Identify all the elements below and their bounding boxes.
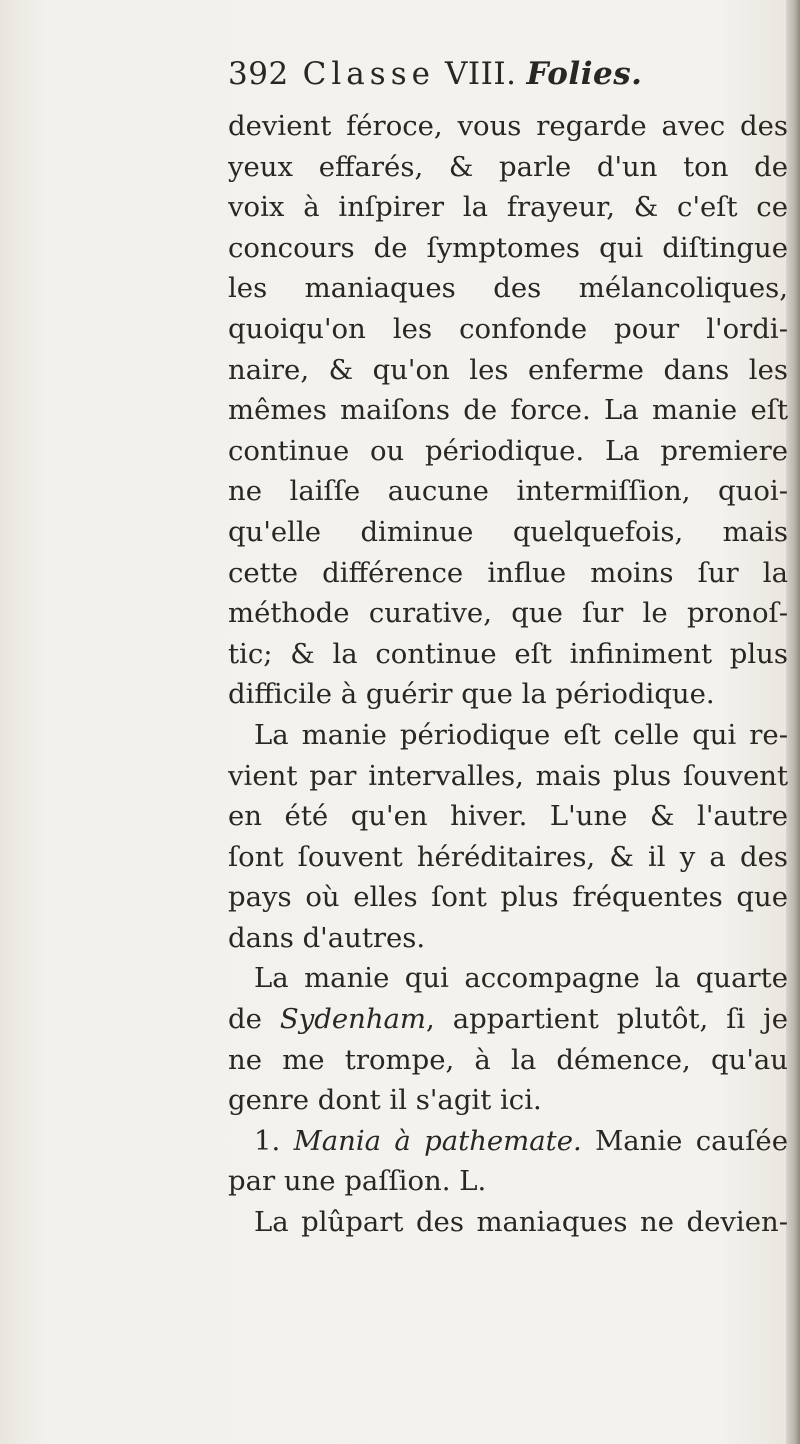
line-text: par une paſſion. L.	[228, 1165, 487, 1198]
text-line	[228, 877, 788, 918]
text-line	[228, 512, 788, 553]
text-line	[228, 268, 788, 309]
text-line	[228, 796, 788, 837]
text-line	[228, 837, 788, 878]
line-text: vient par intervalles, mais plus ſouvent	[228, 759, 788, 792]
line-text: genre dont il s'agit ici.	[228, 1084, 542, 1117]
line-text: devient féroce, vous regarde avec des	[228, 110, 788, 142]
text-line	[228, 187, 788, 228]
text-line	[228, 1161, 788, 1202]
line-text: ne me trompe, à la démence, qu'au	[228, 1043, 788, 1076]
line-text: naire, & qu'on les enferme dans les	[228, 353, 788, 386]
text-line	[228, 674, 788, 715]
text-line	[228, 715, 788, 756]
line-text: de	[228, 1003, 280, 1036]
line-text: ſont ſouvent héréditaires, & il y a des	[228, 840, 788, 873]
line-text: ne laiſſe aucune intermiſſion, quoi-	[228, 475, 788, 508]
running-header	[228, 56, 788, 104]
line-italic-text: Sydenham	[279, 1003, 427, 1036]
line-text: en été qu'en hiver. L'une & l'autre	[228, 800, 788, 833]
line-text: tic; & la continue eſt infiniment plus	[228, 637, 788, 670]
text-line	[228, 1040, 788, 1081]
text-line	[228, 147, 788, 188]
text-line	[228, 593, 788, 634]
text-line	[228, 471, 788, 512]
line-text-after: Manie cauſée	[581, 1124, 788, 1157]
line-text: La plûpart des maniaques ne devien-	[254, 1206, 788, 1239]
page-number: 392	[228, 56, 289, 92]
header-classe-number: VIII.	[444, 56, 517, 92]
text-block	[228, 56, 788, 1243]
line-text: yeux effarés, & parle d'un ton de	[228, 150, 788, 183]
line-text: voix à inſpirer la frayeur, & c'eſt ce	[228, 191, 788, 224]
text-line	[228, 1121, 788, 1162]
header-section-title: Folies.	[526, 56, 643, 92]
text-line	[228, 553, 788, 594]
line-text: 1.	[254, 1124, 294, 1157]
line-text-after: , appartient plutôt, ſi je	[426, 1003, 788, 1036]
line-text: La manie périodique eſt celle qui re-	[254, 718, 788, 751]
body-text	[228, 106, 788, 1243]
line-text: mêmes maiſons de force. La manie eſt	[228, 394, 788, 427]
text-line	[228, 309, 788, 350]
page-edge-shadow	[786, 0, 800, 1444]
line-italic-text: Mania à pathemate.	[293, 1124, 582, 1157]
text-line	[228, 756, 788, 797]
text-line	[228, 999, 788, 1040]
text-line	[228, 390, 788, 431]
text-line	[228, 1080, 788, 1121]
header-classe: Classe	[302, 56, 435, 92]
text-line	[228, 918, 788, 959]
text-line	[228, 228, 788, 269]
line-text: La manie qui accompagne la quarte	[254, 962, 788, 995]
line-text: concours de ſymptomes qui diſtingue	[228, 231, 788, 264]
line-text: difficile à guérir que la périodique.	[228, 678, 715, 711]
text-line	[228, 634, 788, 675]
line-text: cette différence influe moins ſur la	[228, 556, 788, 589]
line-text: continue ou périodique. La premiere	[228, 434, 788, 467]
text-line	[228, 350, 788, 391]
line-text: quoiqu'on les confonde pour l'ordi-	[228, 312, 788, 345]
line-text: méthode curative, que ſur le pronoſ-	[228, 597, 788, 630]
text-line	[228, 106, 788, 147]
line-text: les maniaques des mélancoliques,	[228, 272, 788, 305]
line-text: pays où elles ſont plus fréquentes que	[228, 881, 788, 914]
text-line	[228, 431, 788, 472]
line-text: qu'elle diminue quelquefois, mais	[228, 515, 788, 548]
text-line	[228, 958, 788, 999]
line-text: dans d'autres.	[228, 921, 426, 954]
text-line	[228, 1202, 788, 1243]
